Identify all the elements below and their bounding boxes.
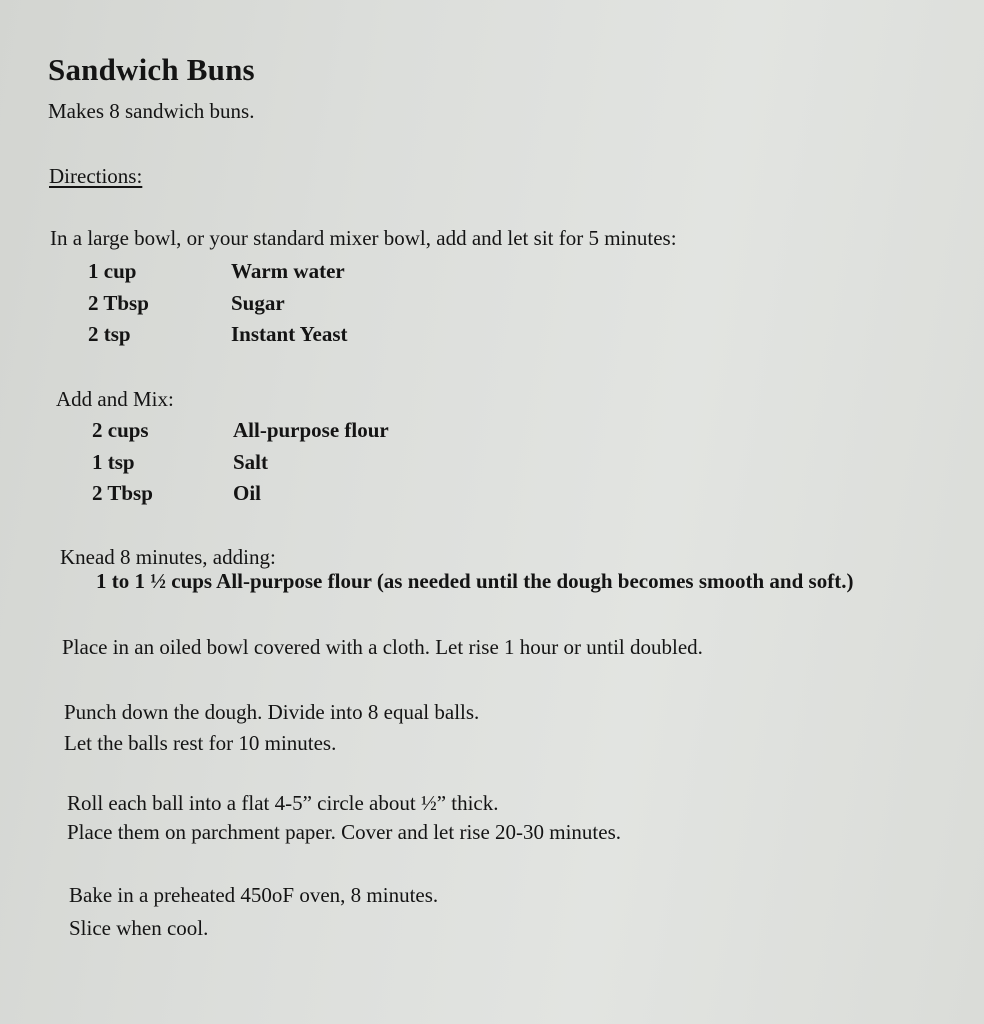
ingredient-name: Salt <box>233 450 269 474</box>
step-5-line-1: Punch down the dough. Divide into 8 equal balls. <box>64 700 480 724</box>
ingredient-quantity: 2 Tbsp <box>88 291 149 315</box>
step-7-line-2: Slice when cool. <box>69 916 209 940</box>
directions-heading: Directions: <box>49 164 143 188</box>
ingredient-quantity: 1 cup <box>88 259 137 283</box>
ingredient-row <box>88 291 688 321</box>
ingredient-quantity: 2 tsp <box>88 322 131 346</box>
step-1-text: In a large bowl, or your standard mixer bowl, add and let sit for 5 minutes: <box>50 226 677 250</box>
ingredient-row <box>88 322 688 352</box>
ingredient-quantity: 2 Tbsp <box>92 481 153 505</box>
ingredient-row <box>88 259 688 289</box>
ingredient-quantity: 1 tsp <box>92 450 135 474</box>
step-2-text: Add and Mix: <box>56 387 174 411</box>
step-5-line-2: Let the balls rest for 10 minutes. <box>64 731 337 755</box>
step-7-line-1: Bake in a preheated 450oF oven, 8 minutes. <box>69 883 439 907</box>
step-3-ingredient-line: 1 to 1 ½ cups All-purpose flour (as needed until the dough becomes smooth and soft.) <box>96 569 854 593</box>
ingredient-quantity: 2 cups <box>92 418 149 442</box>
ingredient-name: Warm water <box>231 259 345 283</box>
recipe-yield: Makes 8 sandwich buns. <box>48 99 255 123</box>
ingredient-row <box>92 450 692 480</box>
ingredient-name: Instant Yeast <box>231 322 348 346</box>
ingredient-name: All-purpose flour <box>233 418 389 442</box>
step-3-text: Knead 8 minutes, adding: <box>60 545 276 569</box>
step-6-line-1: Roll each ball into a flat 4-5” circle about ½” thick. <box>67 791 499 815</box>
recipe-title: Sandwich Buns <box>48 52 255 87</box>
ingredient-row <box>92 418 692 448</box>
ingredient-row <box>92 481 692 511</box>
step-6-line-2: Place them on parchment paper. Cover and let rise 20-30 minutes. <box>67 820 622 844</box>
ingredient-name: Oil <box>233 481 262 505</box>
ingredient-name: Sugar <box>231 291 285 315</box>
step-4-text: Place in an oiled bowl covered with a cloth. Let rise 1 hour or until doubled. <box>62 635 703 659</box>
